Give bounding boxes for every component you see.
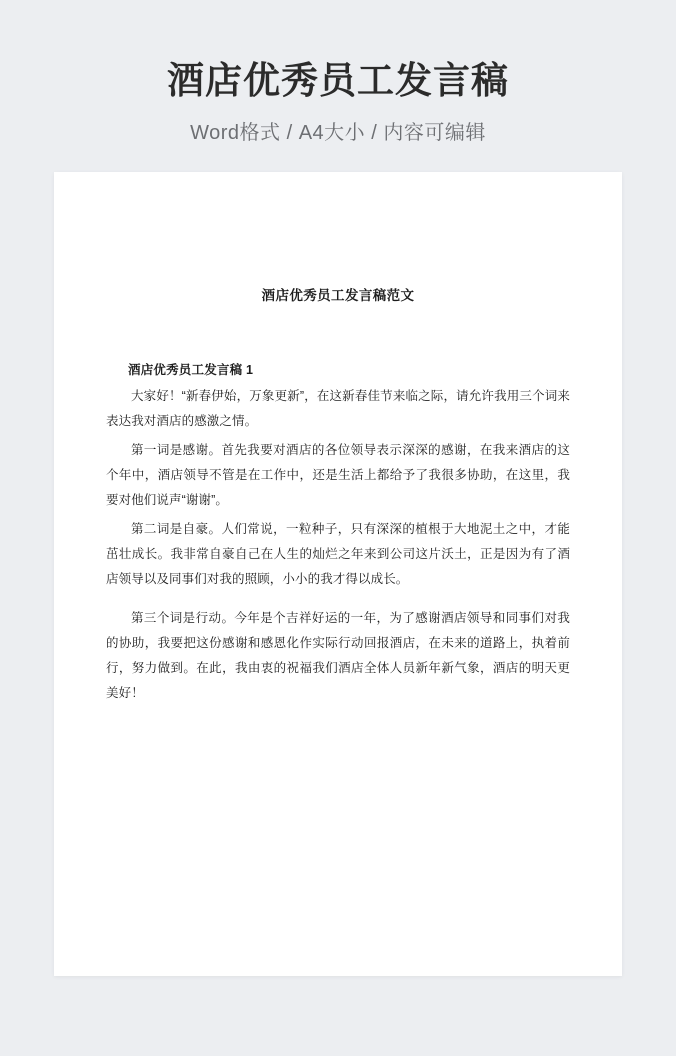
document-paragraph: 第一词是感谢。首先我要对酒店的各位领导表示深深的感谢，在我来酒店的这个年中，酒店领导不管是在工作中，还是生活上都给予了我很多协助，在这里，我要对他们说声“谢谢”。 bbox=[106, 443, 570, 507]
page-title: 酒店优秀员工发言稿 bbox=[167, 60, 509, 101]
page-subtitle: Word格式 / A4大小 / 内容可编辑 bbox=[190, 122, 486, 145]
document-title: 酒店优秀员工发言稿范文 bbox=[261, 288, 415, 303]
document-paragraph: 第二词是自豪。人们常说，一粒种子，只有深深的植根于大地泥土之中，才能茁壮成长。我非常自豪自己在人生的灿烂之年来到公司这片沃土，正是因为有了酒店领导以及同事们对我的照顾，小小的我才得以成长。 bbox=[106, 522, 570, 586]
document-heading: 酒店优秀员工发言稿 1 bbox=[128, 363, 254, 377]
header bbox=[0, 0, 676, 145]
document-paragraph: 大家好！“新春伊始，万象更新”，在这新春佳节来临之际，请允许我用三个词来表达我对酒店的感激之情。 bbox=[106, 389, 570, 428]
document-sheet bbox=[54, 172, 622, 976]
document-paragraph: 第三个词是行动。今年是个吉祥好运的一年，为了感谢酒店领导和同事们对我的协助，我要把这份感谢和感恩化作实际行动回报酒店，在未来的道路上，执着前行，努力做到。在此，我由衷的祝福我们酒店全体人员新年新气象，酒店的明天更美好！ bbox=[106, 611, 570, 700]
document-body bbox=[54, 172, 622, 706]
